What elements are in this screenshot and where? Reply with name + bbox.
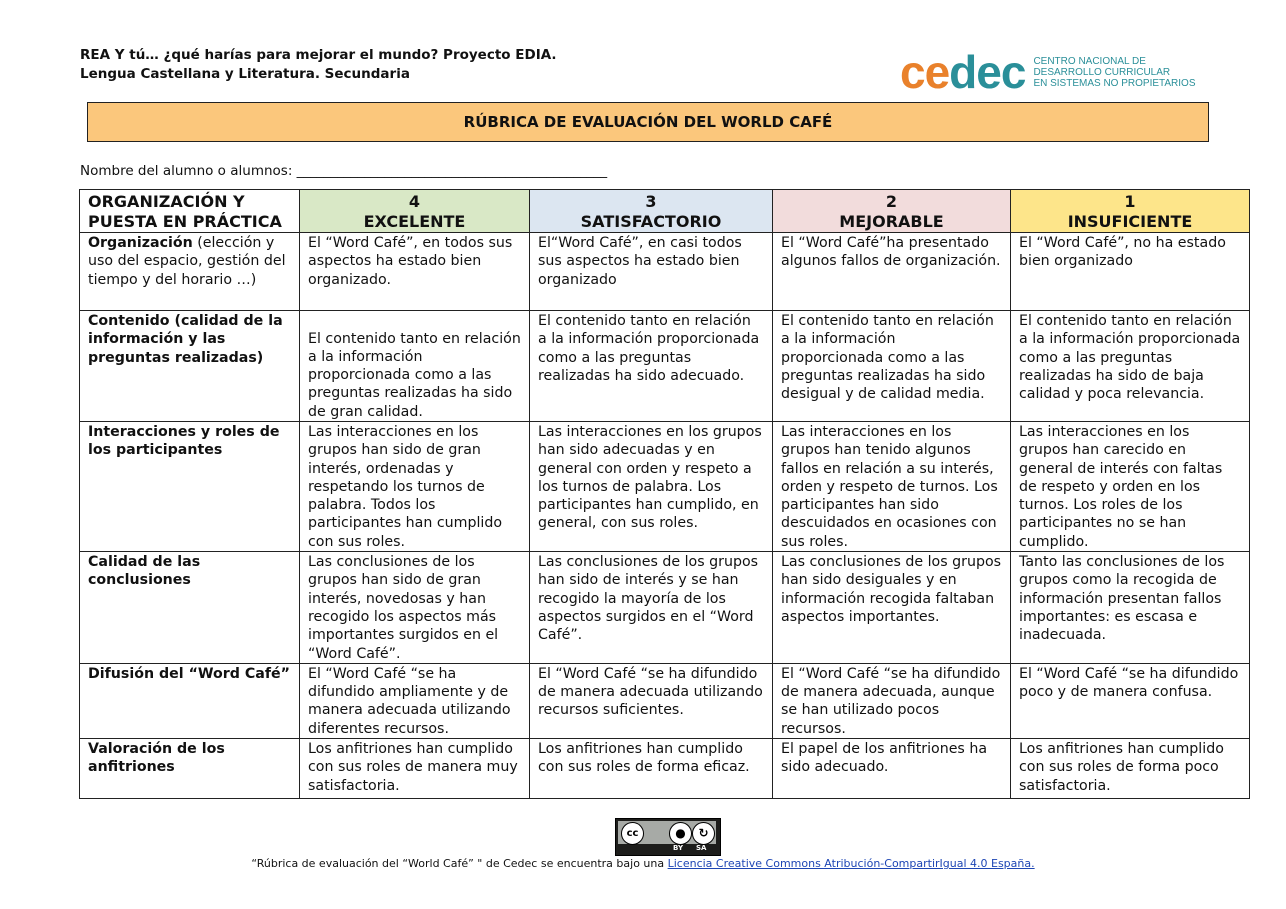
cc-by-sa-badge[interactable] — [615, 818, 721, 856]
level-1-cell: Las interacciones en los grupos han carecido en general de interés con faltas de respeto y orden en los turnos. Los roles de los participantes no se han cumplido. — [1011, 422, 1250, 552]
document-header — [80, 46, 557, 84]
level-1-cell: Los anfitriones han cumplido con sus roles de forma poco satisfactoria. — [1011, 739, 1250, 799]
level-2-cell: Las conclusiones de los grupos han sido desiguales y en información recogida faltaban aspectos importantes. — [773, 552, 1011, 664]
criterion-header: ORGANIZACIÓN Y PUESTA EN PRÁCTICA — [80, 190, 300, 233]
sa-label: SA — [696, 844, 707, 852]
table-row — [80, 311, 1250, 422]
level-4-cell: Las interacciones en los grupos han sido de gran interés, ordenadas y respetando los turnos de palabra. Todos los participantes han cumplido con sus roles. — [300, 422, 530, 552]
criterion-cell: Difusión del “Word Café” — [80, 663, 300, 738]
table-row — [80, 663, 1250, 738]
level-2-cell: El contenido tanto en relación a la información proporcionada como a las preguntas realizadas ha sido desigual y de calidad media. — [773, 311, 1011, 422]
table-header-row — [80, 190, 1250, 233]
level-header-3: 3 SATISFACTORIO — [530, 190, 773, 233]
by-label: BY — [673, 844, 684, 852]
header-line-project: REA Y tú… ¿qué harías para mejorar el mundo? Proyecto EDIA. — [80, 47, 557, 63]
by-icon: ● — [669, 822, 692, 845]
table-row — [80, 739, 1250, 799]
license-footer — [0, 857, 1286, 870]
table-row — [80, 233, 1250, 311]
cc-icon: cc — [621, 822, 644, 845]
level-4-cell: Los anfitriones han cumplido con sus roles de manera muy satisfactoria. — [300, 739, 530, 799]
student-name-line: Nombre del alumno o alumnos: ______________________________________________ — [80, 163, 608, 179]
sa-icon: ↻ — [692, 822, 715, 845]
level-2-cell: El papel de los anfitriones ha sido adecuado. — [773, 739, 1011, 799]
cedec-logo-word: cedec — [900, 46, 1026, 98]
level-4-cell: Las conclusiones de los grupos han sido de gran interés, novedosas y han recogido los aspectos más importantes surgidos en el “Word Café”. — [300, 552, 530, 664]
rubric-table — [79, 189, 1250, 799]
level-4-cell: El “Word Café “se ha difundido ampliamente y de manera adecuada utilizando diferentes recursos. — [300, 663, 530, 738]
level-1-cell: El “Word Café “se ha difundido poco y de manera confusa. — [1011, 663, 1250, 738]
criterion-cell: Interacciones y roles de los participantes — [80, 422, 300, 552]
level-2-cell: El “Word Café”ha presentado algunos fallos de organización. — [773, 233, 1011, 311]
license-link[interactable]: Licencia Creative Commons Atribución-CompartirIgual 4.0 España. — [667, 857, 1035, 870]
level-2-cell: El “Word Café “se ha difundido de manera adecuada, aunque se han utilizado pocos recursos. — [773, 663, 1011, 738]
level-1-cell: El contenido tanto en relación a la información proporcionada como a las preguntas realizadas ha sido de baja calidad y poca relevancia. — [1011, 311, 1250, 422]
level-3-cell: El contenido tanto en relación a la información proporcionada como a las preguntas realizadas ha sido adecuado. — [530, 311, 773, 422]
criterion-cell: Organización (elección y uso del espacio, gestión del tiempo y del horario …) — [80, 233, 300, 311]
level-3-cell: El “Word Café “se ha difundido de manera adecuada utilizando recursos suficientes. — [530, 663, 773, 738]
rubric-title: RÚBRICA DE EVALUACIÓN DEL WORLD CAFÉ — [87, 102, 1209, 142]
level-2-cell: Las interacciones en los grupos han tenido algunos fallos en relación a su interés, orden y respeto de turnos. Los participantes han sido descuidados en ocasiones con sus roles. — [773, 422, 1011, 552]
criterion-cell: Calidad de las conclusiones — [80, 552, 300, 664]
level-header-1: 1 INSUFICIENTE — [1011, 190, 1250, 233]
level-header-4: 4 EXCELENTE — [300, 190, 530, 233]
cedec-logo-subtitle: CENTRO NACIONAL DE DESARROLLO CURRICULAR EN SISTEMAS NO PROPIETARIOS — [1033, 55, 1196, 89]
level-1-cell: El “Word Café”, no ha estado bien organizado — [1011, 233, 1250, 311]
level-3-cell: El“Word Café”, en casi todos sus aspectos ha estado bien organizado — [530, 233, 773, 311]
header-line-subject: Lengua Castellana y Literatura. Secundaria — [80, 66, 410, 82]
level-4-cell: El “Word Café”, en todos sus aspectos ha estado bien organizado. — [300, 233, 530, 311]
table-row — [80, 552, 1250, 664]
criterion-cell: Contenido (calidad de la información y las preguntas realizadas) — [80, 311, 300, 422]
cedec-logo — [900, 46, 1196, 98]
level-3-cell: Los anfitriones han cumplido con sus roles de forma eficaz. — [530, 739, 773, 799]
level-1-cell: Tanto las conclusiones de los grupos como la recogida de información presentan fallos importantes: es escasa e inadecuada. — [1011, 552, 1250, 664]
criterion-cell: Valoración de los anfitriones — [80, 739, 300, 799]
level-4-cell: El contenido tanto en relación a la información proporcionada como a las preguntas realizadas ha sido de gran calidad. — [300, 311, 530, 422]
table-row — [80, 422, 1250, 552]
level-3-cell: Las conclusiones de los grupos han sido de interés y se han recogido la mayoría de los aspectos surgidos en el “Word Café”. — [530, 552, 773, 664]
level-header-2: 2 MEJORABLE — [773, 190, 1011, 233]
license-text: “Rúbrica de evaluación del “World Café” " de Cedec se encuentra bajo una — [251, 857, 668, 870]
level-3-cell: Las interacciones en los grupos han sido adecuadas y en general con orden y respeto a los turnos de palabra. Los participantes han cumplido, en general, con sus roles. — [530, 422, 773, 552]
